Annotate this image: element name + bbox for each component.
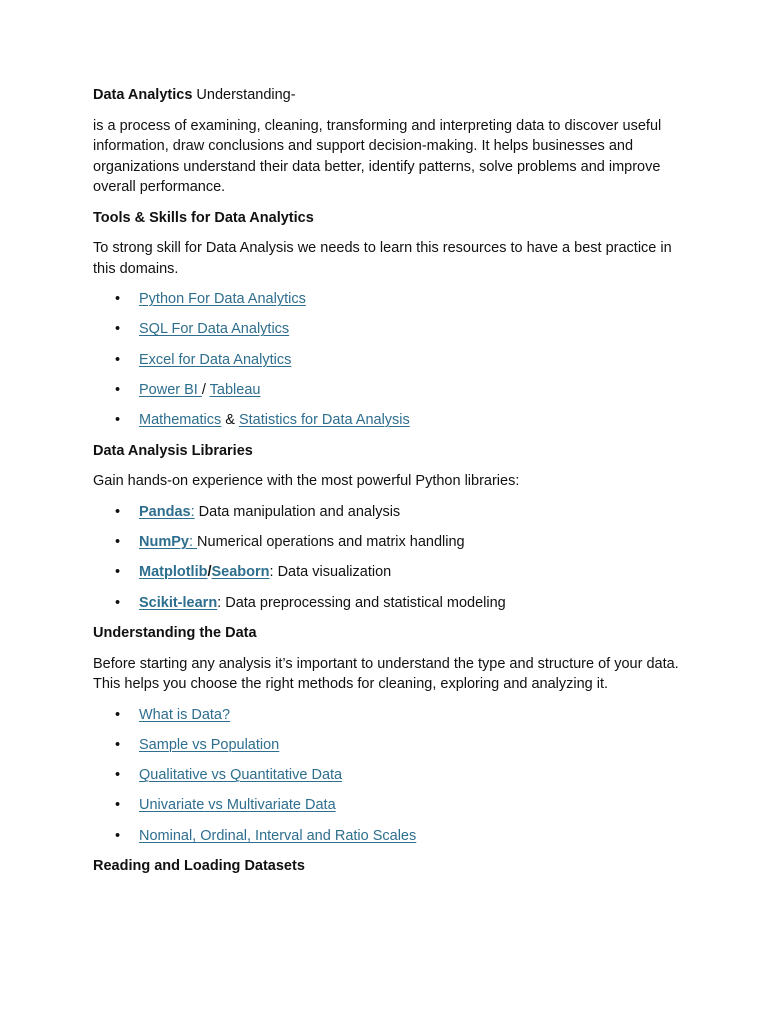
list-item xyxy=(93,765,683,786)
power-bi-link[interactable]: Power BI xyxy=(139,381,202,398)
separator-ampersand: & xyxy=(221,412,239,429)
list-item xyxy=(93,532,683,553)
mathematics-link[interactable]: Mathematics xyxy=(139,412,222,429)
libraries-heading: Data Analysis Libraries xyxy=(93,442,253,459)
understanding-heading: Understanding the Data xyxy=(93,625,257,642)
bullet-icon: • xyxy=(115,706,121,723)
bullet-icon: • xyxy=(115,797,121,814)
list-item xyxy=(93,705,683,726)
univariate-vs-multivariate-link[interactable]: Univariate vs Multivariate Data xyxy=(139,797,336,814)
intro-paragraph: is a process of examining, cleaning, transforming and interpreting data to discover useful information, draw conclusions and support decision-making. It helps businesses and organizations understand their data better, identify patterns, solve problems and improve overall performance. xyxy=(93,117,662,195)
pandas-link-colon: : xyxy=(190,503,195,520)
tools-paragraph: To strong skill for Data Analysis we needs to learn this resources to have a best practice in this domains. xyxy=(93,240,672,277)
matplotlib-link[interactable]: Matplotlib xyxy=(139,564,208,581)
pandas-link[interactable] xyxy=(139,504,195,520)
bullet-icon: • xyxy=(115,827,121,844)
list-item xyxy=(93,795,683,816)
reading-heading: Reading and Loading Datasets xyxy=(93,858,305,875)
bullet-icon: • xyxy=(115,381,121,398)
intro-title xyxy=(93,85,683,106)
sample-vs-population-link[interactable]: Sample vs Population xyxy=(139,736,280,753)
list-item xyxy=(93,593,683,614)
list-item xyxy=(93,502,683,523)
tableau-link[interactable]: Tableau xyxy=(209,381,261,398)
bullet-icon: • xyxy=(115,321,121,338)
bullet-icon: • xyxy=(115,412,121,429)
what-is-data-link[interactable]: What is Data? xyxy=(139,706,231,723)
bullet-icon: • xyxy=(115,767,121,784)
numpy-link-label: NumPy xyxy=(139,533,189,550)
scikit-learn-link[interactable]: Scikit-learn xyxy=(139,594,218,611)
tools-heading: Tools & Skills for Data Analytics xyxy=(93,209,314,226)
qualitative-vs-quantitative-link[interactable]: Qualitative vs Quantitative Data xyxy=(139,767,343,784)
bullet-icon: • xyxy=(115,533,121,550)
statistics-for-data-analysis-link[interactable]: Statistics for Data Analysis xyxy=(238,412,410,429)
excel-for-data-analytics-link[interactable]: Excel for Data Analytics xyxy=(139,351,292,368)
bullet-icon: • xyxy=(115,351,121,368)
list-item xyxy=(93,350,683,371)
numpy-description: Numerical operations and matrix handling xyxy=(197,533,465,550)
intro-title-rest: Understanding- xyxy=(192,87,296,103)
bullet-icon: • xyxy=(115,736,121,753)
bullet-icon: • xyxy=(115,594,121,611)
understanding-paragraph: Before starting any analysis it’s important to understand the type and structure of your data. This helps you choose the right methods for cleaning, exploring and analyzing it. xyxy=(93,655,679,693)
libraries-list xyxy=(93,502,683,613)
python-for-data-analytics-link[interactable]: Python For Data Analytics xyxy=(139,291,306,307)
libraries-paragraph: Gain hands-on experience with the most powerful Python libraries: xyxy=(93,473,520,490)
intro-title-bold: Data Analytics xyxy=(93,87,193,103)
visualization-description: : Data visualization xyxy=(269,564,392,581)
sql-for-data-analytics-link[interactable]: SQL For Data Analytics xyxy=(139,321,290,338)
list-item xyxy=(93,289,683,310)
scikit-learn-description: : Data preprocessing and statistical modeling xyxy=(217,594,506,611)
numpy-link[interactable] xyxy=(139,534,197,550)
numpy-link-colon: : xyxy=(188,533,198,550)
bullet-icon: • xyxy=(115,291,121,307)
list-item xyxy=(93,410,683,431)
bullet-icon: • xyxy=(115,564,121,581)
tools-list xyxy=(93,289,683,431)
bullet-icon: • xyxy=(115,503,121,520)
list-item xyxy=(93,562,683,583)
list-item xyxy=(93,735,683,756)
document-content xyxy=(93,85,683,877)
understanding-list xyxy=(93,705,683,847)
pandas-description: Data manipulation and analysis xyxy=(194,503,401,520)
separator-slash: / xyxy=(207,564,212,581)
list-item xyxy=(93,319,683,340)
measurement-scales-link[interactable]: Nominal, Ordinal, Interval and Ratio Scales xyxy=(139,827,417,844)
seaborn-link[interactable]: Seaborn xyxy=(211,564,270,581)
pandas-link-label: Pandas xyxy=(139,503,191,520)
list-item xyxy=(93,826,683,847)
separator-slash: / xyxy=(201,381,210,398)
list-item xyxy=(93,380,683,401)
